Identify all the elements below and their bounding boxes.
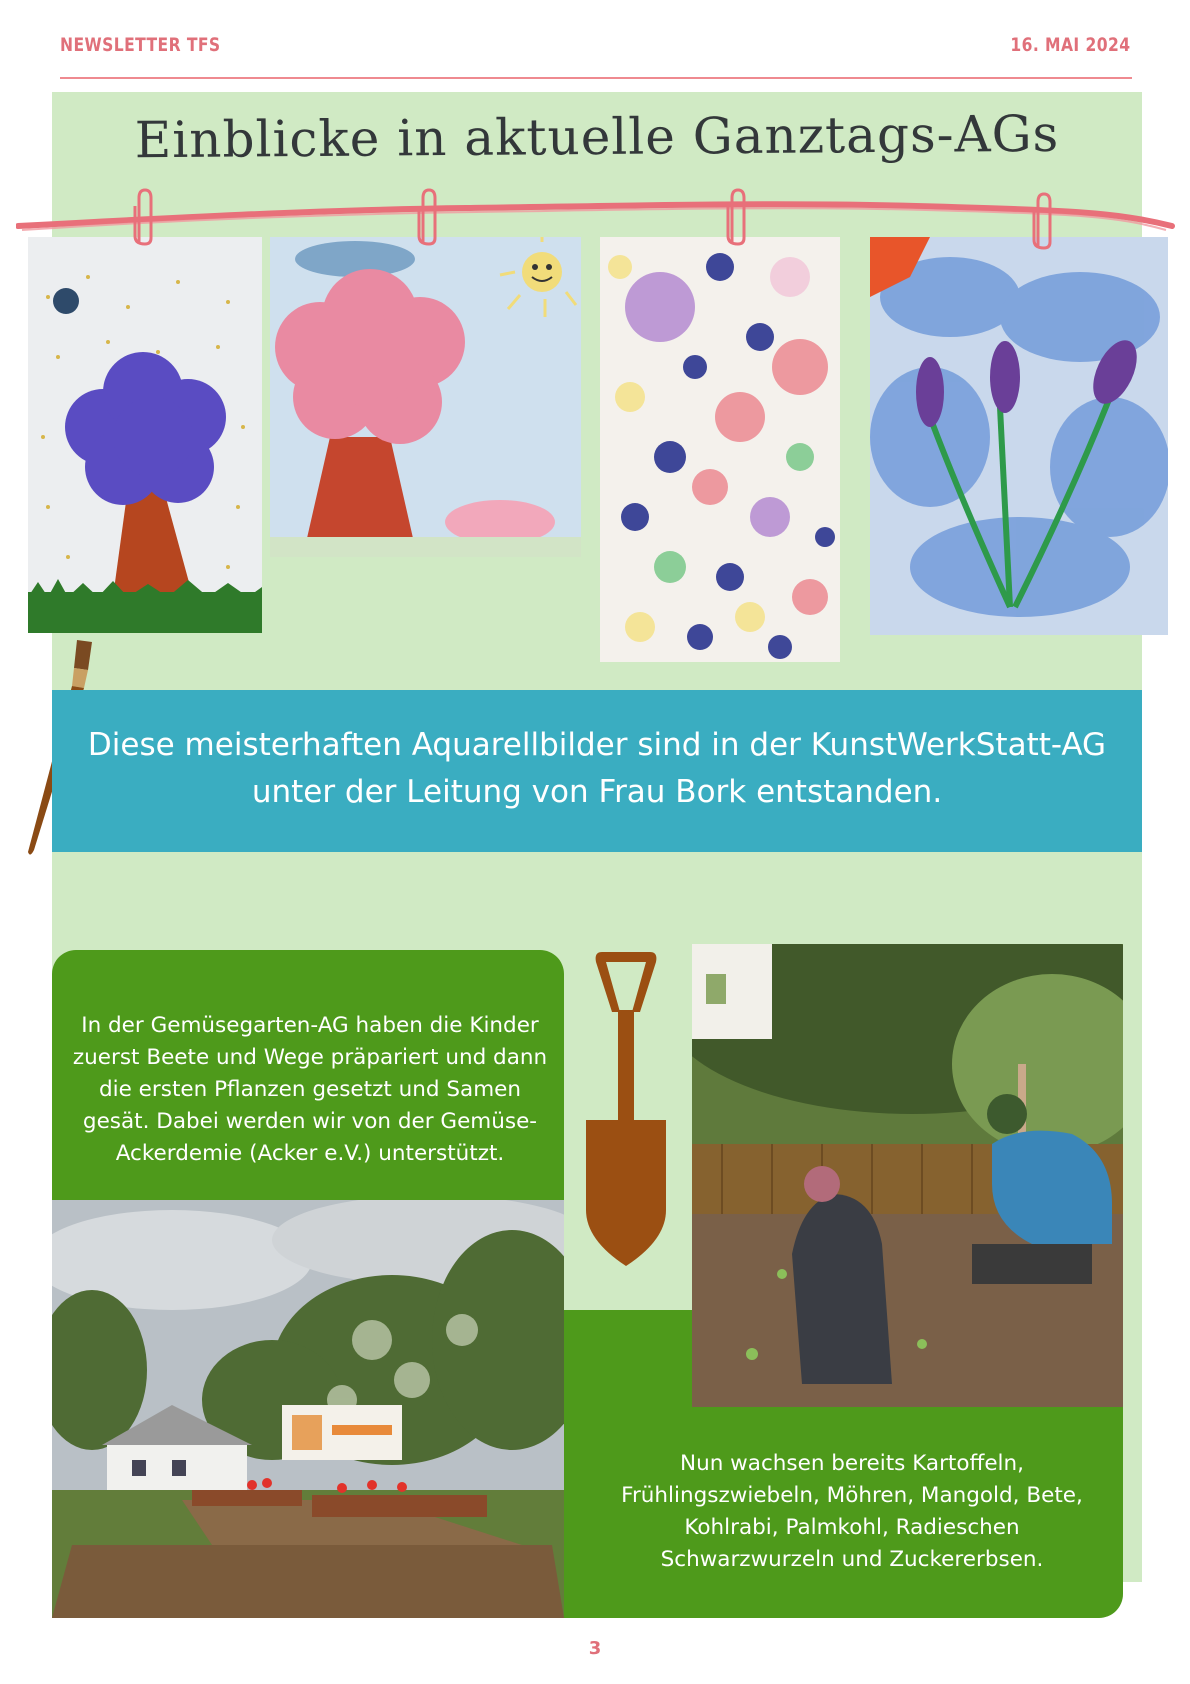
shovel-icon [582,950,670,1270]
text-line: Schwarzwurzeln und Zuckererbsen. [660,1547,1044,1572]
newsletter-date: 16. MAI 2024 [1009,34,1130,56]
newsletter-label: NEWSLETTER TFS [60,34,221,56]
header-divider [60,77,1132,79]
text-line: Kohlrabi, Palmkohl, Radieschen [684,1515,1020,1540]
garden-beds-photo [52,1200,564,1618]
artwork-colorful-dots [600,237,840,662]
text-line: Ackerdemie (Acker e.V.) unterstützt. [115,1141,505,1166]
text-line: Nun wachsen bereits Kartoffeln, [680,1451,1024,1476]
kids-planting-photo [692,944,1123,1407]
caption-line-2: unter der Leitung von Frau Bork entstanden. [251,774,943,810]
caption-text [52,722,1142,816]
artwork-blue-tree [28,237,262,633]
paperclip-icon [131,186,157,250]
caption-line-1: Diese meisterhaften Aquarellbilder sind in der KunstWerkStatt-AG [87,727,1107,763]
text-line: gesät. Dabei werden wir von der Gemüse- [82,1109,538,1134]
paperclip-icon [724,186,750,250]
artwork-purple-flowers [870,237,1168,635]
hanging-string [16,190,1176,240]
text-line: In der Gemüsegarten-AG haben die Kinder [81,1013,539,1038]
text-line: zuerst Beete und Wege präpariert und dann [72,1045,548,1070]
artwork-pink-tree [270,237,581,557]
page-title: Einblicke in aktuelle Ganztags-AGs [134,104,1060,170]
page-number: 3 [588,1638,602,1659]
paperclip-icon [415,186,441,250]
garden-plants-text [592,1448,1112,1576]
paperclip-icon [1030,190,1056,254]
text-line: Frühlingszwiebeln, Möhren, Mangold, Bete, [621,1483,1083,1508]
text-line: die ersten Pflanzen gesetzt und Samen [99,1077,521,1102]
garden-intro-text [60,1010,560,1170]
